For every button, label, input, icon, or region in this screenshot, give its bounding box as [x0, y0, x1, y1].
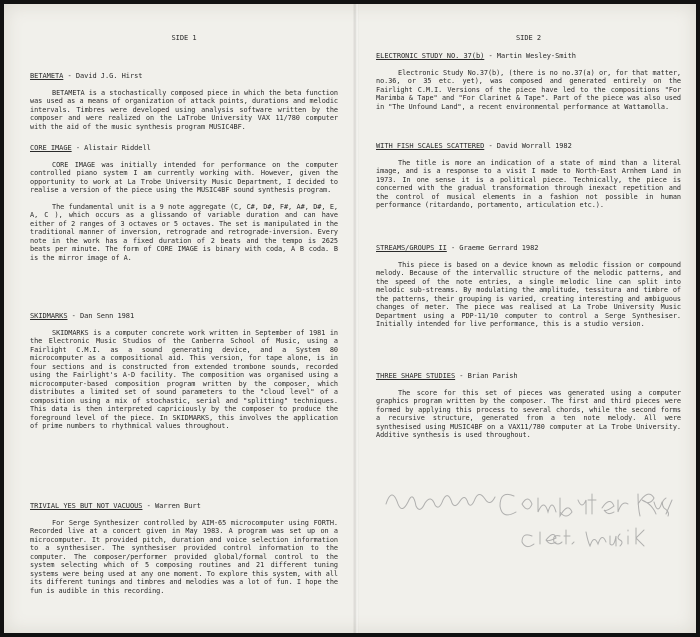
center-fold: [353, 4, 359, 633]
paragraph: This piece is based on a device known as melodic fission or compound melody. Because of the intervallic structure of the melodic patterns, and the speed of the note entries, a single melodic line can split into melodic sub-streams. By modulating the amplitude, tessitura and timbre of the patterns, their grouping is varied, creating interesting and ambiguous changes of meter. The piece was realised at La Trobe University Music Department using a PDP-11/10 computer to control a Serge Synthesiser. Initially intended for live performance, this is a studio version.: [376, 260, 681, 328]
piece-author: - Alistair Riddell: [71, 144, 151, 152]
side-1-header: SIDE 1: [171, 34, 197, 42]
piece-title: WITH FISH SCALES SCATTERED: [376, 142, 485, 150]
piece-title: SKIDMARKS: [30, 312, 68, 320]
piece-author: - Graeme Gerrard 1982: [446, 244, 539, 252]
section-title: [376, 52, 681, 61]
piece-title: TRIVIAL YES BUT NOT VACUOUS: [30, 502, 143, 510]
section-title: [30, 144, 338, 153]
paragraph: For Serge Synthesizer controlled by AIM-65 microcomputer using FORTH. Recorded live at a concert given in May 1983. A program was set up on a microcomputer. It provided pitch, duration and voice selection information to a synthesiser. The synthesiser provided control information to the computer. The composer/performer provided global/formal control to the system selecting which of 5 composing routines and 21 different tuning systems were being used at any one moment. To explore this system, with all its different tunings and timbres and melodies was a lot of fun. I hope the fun is audible in this recording.: [30, 518, 338, 595]
section-title: [30, 312, 338, 321]
paragraph: BETAMETA is a stochastically composed piece in which the beta function was used as a means of organization of attack points, durations and melodic intervals. Timbres were developed using analysis software written by the composer and were realized on the LaTrobe University VAX 11/780 computer with the aid of the music synthesis program MUSIC4BF.: [30, 88, 338, 131]
piece-author: - Brian Parish: [455, 372, 518, 380]
piece-title: STREAMS/GROUPS II: [376, 244, 447, 252]
section-trivial-yes: [30, 502, 338, 603]
piece-title: ELECTRONIC STUDY NO. 37(b): [376, 52, 485, 60]
section-three-shape-studies: [376, 372, 681, 448]
section-betameta: [30, 72, 338, 139]
record-sleeve-insert: [4, 4, 696, 633]
section-electronic-study: [376, 52, 681, 119]
piece-author: - Dan Senn 1981: [67, 312, 135, 320]
paragraph: The title is more an indication of a state of mind than a literal image, and is a response to a visit I made to North-East Arnhem Land in 1973. In one sense it is a political piece. Technically, the piece is concerned with the gradual transformation through inexact repetition and the control of musical elements in a fashion not possible in human performance (ritardando, portamento, articulation etc.).: [376, 158, 681, 209]
piece-author: - Warren Burt: [142, 502, 201, 510]
section-title: [376, 142, 681, 151]
section-title: [30, 502, 338, 511]
paragraph: The fundamental unit is a 9 note aggregate (C, C#, D#, F#, A#, D#, E, A, C ), which occurs as a glissando of variable duration and can have either of 2 ranges of 3 octaves or 5 octaves. The set is manipulated in the traditional manner of inversion, retrograde and retrograde-inversion. Every note in the work has a fixed duration of 2 beats and the tempo is 2625 beats per minute. The form of CORE IMAGE is binary with coda, A B coda. B is the mirror image of A.: [30, 202, 338, 262]
pencil-signature: [382, 474, 682, 554]
paragraph: The score for this set of pieces was generated using a computer graphics program written by the composer. The first and third pieces were formed by applying this process to several chords, while the second forms a recursive structure, generated from a ten note melody. All were synthesised using MUSIC4BF on a VAX11/780 computer at La Trobe University. Additive synthesis is used throughout.: [376, 388, 681, 439]
section-title: [30, 72, 338, 81]
section-title: [376, 372, 681, 381]
piece-title: BETAMETA: [30, 72, 64, 80]
section-title: [376, 244, 681, 253]
paragraph: Electronic Study No.37(b), (there is no no.37(a) or, for that matter, no.36, or 35 etc. yet), was composed and generated entirely on the Fairlight C.M.I. Versions of the piece have led to the compositions "For Marimba & Tape" and "For Clarinet & Tape". Part of the piece was also used in "The Unfound Land", a recent environmental performance at Wattamolla.: [376, 68, 681, 111]
piece-author: - David J.G. Hirst: [63, 72, 143, 80]
section-fish-scales: [376, 142, 681, 218]
section-skidmarks: [30, 312, 338, 439]
piece-author: - David Worrall 1982: [484, 142, 572, 150]
section-core-image: [30, 144, 338, 270]
side-2-header: SIDE 2: [516, 34, 541, 42]
paragraph: CORE IMAGE was initially intended for performance on the computer controlled piano system I am currently working with. However, given the opportunity to work at La Trobe University Music Department, I decided to realise a version of the piece using the MUSIC4BF sound synthesis program.: [30, 160, 338, 194]
paragraph: SKIDMARKS is a computer concrete work written in September of 1981 in the Electronic Music Studios of the Canberra School of Music, using a Fairlight C.M.I. as a sound generating device, and a System 80 microcomputer as a compositional aid. This version, for tape alone, is in four sections and is constructed from extended trombone sounds, recorded using the Fairlight's A-D facility. The composition was organised using a microcomputer-based composition program written by the composer, which distributes a limited set of sound parameters to the "cloud level" of a composition using a mix of stochastic, serial and "splitting" techniques. This data is then interpreted capriciously by the composer to produce the foreground level of the piece. In SKIDMARKS, this involves the application of prime numbers to rhythmical values throughout.: [30, 328, 338, 430]
section-streams-groups: [376, 244, 681, 337]
piece-author: - Martin Wesley-Smith: [484, 52, 576, 60]
piece-title: THREE SHAPE STUDIES: [376, 372, 456, 380]
piece-title: CORE IMAGE: [30, 144, 72, 152]
